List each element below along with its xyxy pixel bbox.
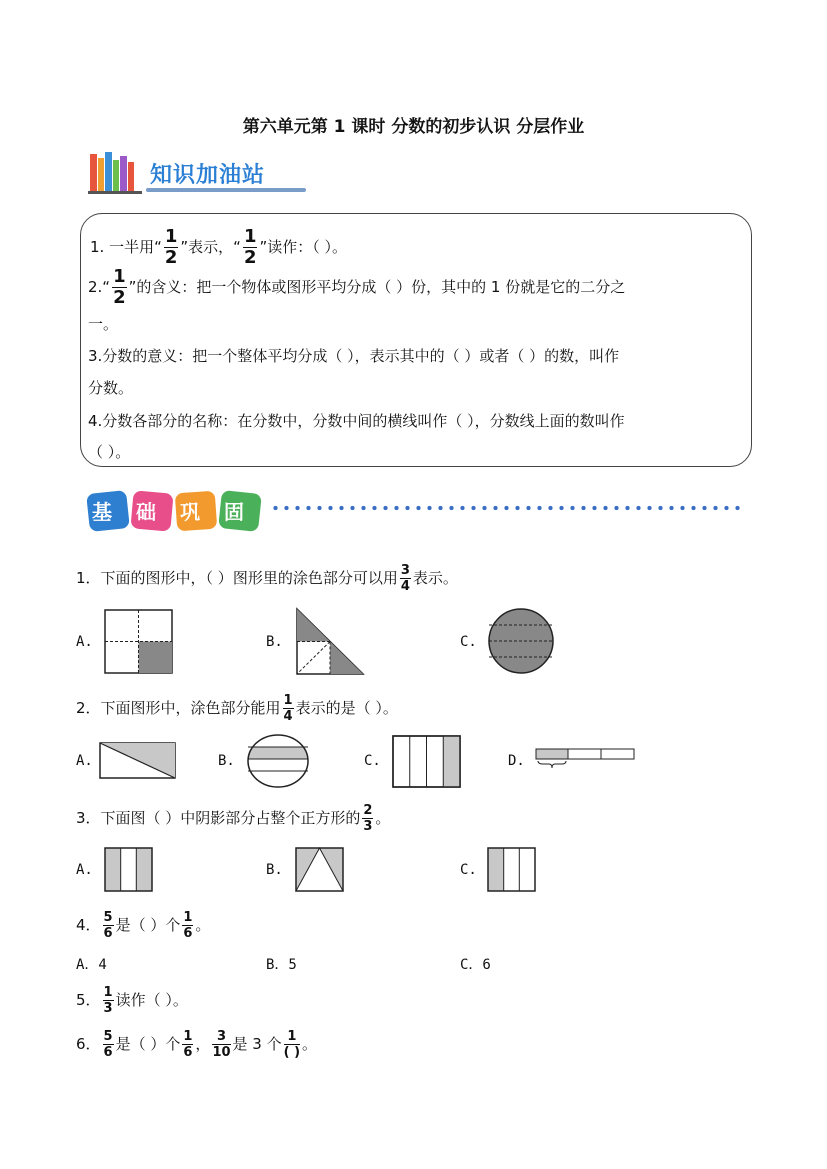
fraction-numerator: 1 — [164, 226, 178, 247]
fraction-one-half — [164, 228, 179, 267]
fraction-denominator: ( ) — [283, 1045, 301, 1060]
knowledge-line-2b: 一。 — [88, 315, 119, 333]
fraction-three-tenths — [212, 1030, 230, 1059]
fraction-denominator: 10 — [212, 1045, 231, 1060]
text-segment: 表示的是（ ）。 — [295, 699, 398, 717]
text-segment: ”的含义：把一个物体或图形平均分成（ ）份，其中的 1 份就是它的二分之 — [128, 278, 626, 296]
question-5 — [76, 986, 188, 1015]
q1-figure-a-square — [104, 609, 174, 675]
q2-figure-a-rectangle — [99, 742, 177, 780]
text-segment: 读作（ ）。 — [115, 991, 188, 1009]
banner-char-1: 基 — [92, 500, 112, 524]
fraction-numerator: 1 — [183, 1029, 193, 1044]
q3-option-a[interactable]: A. — [76, 862, 93, 878]
q3-figure-c-square — [487, 847, 537, 893]
q2-figure-b-circle — [246, 733, 310, 789]
question-6 — [76, 1030, 317, 1059]
fraction-numerator: 1 — [113, 266, 126, 287]
fraction-denominator: 3 — [103, 1001, 113, 1016]
q2-option-d[interactable]: D. — [508, 753, 525, 769]
books-icon — [88, 150, 144, 198]
text-segment: 是（ ）个 — [115, 916, 181, 934]
knowledge-line-2 — [88, 268, 625, 307]
banner-char-2: 础 — [136, 500, 156, 524]
question-2 — [76, 694, 398, 723]
q1-option-c[interactable]: C. — [460, 634, 477, 650]
fraction-numerator: 5 — [103, 1029, 113, 1044]
fraction-numerator: 5 — [103, 910, 113, 925]
text-segment: 表示。 — [412, 569, 458, 587]
question-4 — [76, 911, 210, 940]
text-segment: 。 — [302, 1035, 318, 1053]
q3-figure-b-square — [295, 847, 345, 893]
fraction-one-quarter — [283, 694, 294, 723]
fraction-one-sixth — [182, 1030, 193, 1059]
text-segment: 1. 一半用“ — [90, 238, 162, 256]
q2-figure-d-bar — [535, 748, 637, 772]
text-segment: 2．下面图形中，涂色部分能用 — [76, 699, 281, 717]
text-segment: 2.“ — [88, 278, 111, 296]
fraction-denominator: 2 — [243, 247, 257, 268]
text-segment: 。 — [375, 809, 391, 827]
knowledge-line-3: 3.分数的意义：把一个整体平均分成（ ），表示其中的（ ）或者（ ）的数，叫作 — [88, 347, 620, 365]
q4-option-b[interactable]: B．5 — [266, 957, 297, 973]
q2-option-b[interactable]: B. — [218, 753, 235, 769]
text-segment: 6． — [76, 1035, 101, 1053]
fraction-numerator: 2 — [363, 803, 373, 818]
q1-option-b[interactable]: B. — [266, 634, 283, 650]
q4-option-a[interactable]: A．4 — [76, 957, 107, 973]
text-segment: ”表示，“ — [180, 238, 241, 256]
dotted-divider — [270, 505, 740, 511]
fraction-numerator: 1 — [284, 1030, 300, 1045]
fraction-five-sixths — [103, 1030, 114, 1059]
q2-option-a[interactable]: A. — [76, 753, 93, 769]
banner-char-3: 巩 — [180, 500, 200, 524]
fraction-numerator: 3 — [400, 563, 410, 578]
text-segment: 5． — [76, 991, 101, 1009]
page-title: 第六单元第 1 课时 分数的初步认识 分层作业 — [242, 117, 585, 137]
fraction-denominator: 6 — [183, 1045, 193, 1060]
fraction-numerator: 1 — [103, 985, 113, 1000]
question-1 — [76, 564, 458, 593]
fraction-denominator: 6 — [183, 926, 193, 941]
fraction-denominator: 4 — [400, 579, 410, 594]
text-segment: 是（ ）个 — [115, 1035, 181, 1053]
fraction-denominator: 6 — [103, 1045, 113, 1060]
fraction-two-thirds — [362, 804, 373, 833]
q3-figure-a-square — [104, 847, 154, 893]
section-knowledge-label: 知识加油站 — [150, 163, 266, 188]
fraction-denominator: 2 — [164, 247, 178, 268]
knowledge-line-4b: （ ）。 — [88, 443, 131, 461]
q1-figure-c-circle — [487, 607, 555, 675]
q3-option-b[interactable]: B. — [266, 862, 283, 878]
fraction-three-quarters — [400, 564, 411, 593]
banner-char-4: 固 — [224, 500, 244, 524]
fraction-one-sixth — [182, 911, 193, 940]
text-segment: 是 3 个 — [232, 1035, 282, 1053]
fraction-five-sixths — [103, 911, 114, 940]
text-segment: 4． — [76, 916, 101, 934]
fraction-numerator: 3 — [212, 1030, 230, 1045]
text-segment: ”读作：（ ）。 — [259, 238, 348, 256]
fraction-one-blank[interactable] — [284, 1030, 300, 1059]
section-underline — [146, 188, 306, 192]
fraction-numerator: 1 — [283, 693, 293, 708]
q1-figure-b-triangle — [295, 607, 367, 677]
q1-option-a[interactable]: A. — [76, 634, 93, 650]
fraction-denominator: 2 — [113, 287, 126, 308]
fraction-numerator: 1 — [243, 226, 257, 247]
fraction-denominator: 4 — [283, 709, 293, 724]
q4-option-c[interactable]: C．6 — [460, 957, 491, 973]
text-segment: 1．下面的图形中，（ ）图形里的涂色部分可以用 — [76, 569, 398, 587]
q2-option-c[interactable]: C. — [364, 753, 381, 769]
knowledge-line-3b: 分数。 — [88, 379, 134, 397]
knowledge-line-4: 4.分数各部分的名称：在分数中，分数中间的横线叫作（ ），分数线上面的数叫作 — [88, 412, 625, 430]
q3-option-c[interactable]: C. — [460, 862, 477, 878]
question-3 — [76, 804, 390, 833]
knowledge-line-1 — [90, 228, 347, 267]
fraction-one-third — [103, 986, 114, 1015]
fraction-numerator: 1 — [183, 910, 193, 925]
text-segment: 3．下面图（ ）中阴影部分占整个正方形的 — [76, 809, 361, 827]
text-segment: 。 — [195, 916, 211, 934]
text-segment: ， — [195, 1035, 211, 1053]
fraction-one-half — [243, 228, 258, 267]
fraction-denominator: 6 — [103, 926, 113, 941]
q2-figure-c-rectangle — [392, 735, 462, 789]
fraction-denominator: 3 — [363, 819, 373, 834]
fraction-one-half — [112, 268, 127, 307]
